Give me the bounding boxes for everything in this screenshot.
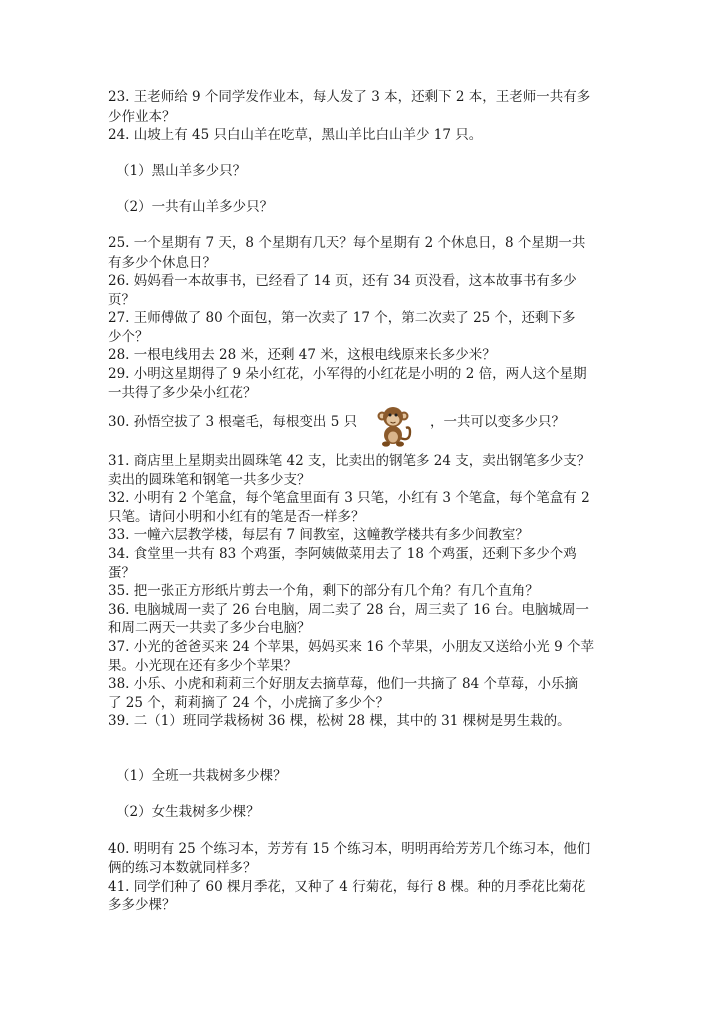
q40-line1: 40. 明明有 25 个练习本，芳芳有 15 个练习本，明明再给芳芳几个练习本，他们 bbox=[108, 841, 591, 857]
q39-sub1: （1）全班一共栽树多少棵？ bbox=[116, 768, 287, 784]
q23-line1: 23. 王老师给 9 个同学发作业本，每人发了 3 本，还剩下 2 本，王老师一共有多 bbox=[108, 89, 591, 105]
q26-line2: 页？ bbox=[108, 292, 135, 308]
q34-line2: 蛋？ bbox=[108, 565, 135, 581]
q41-line2: 多多少棵？ bbox=[108, 897, 176, 913]
q33-line1: 33. 一幢六层教学楼，每层有 7 间教室，这幢教学楼共有多少间教室？ bbox=[108, 527, 529, 543]
q38-line1: 38. 小乐、小虎和莉莉三个好朋友去摘草莓，他们一共摘了 84 个草莓，小乐摘 bbox=[108, 676, 579, 692]
q30-line1-end: ，一共可以变多少只？ bbox=[430, 414, 565, 430]
q36-line2: 和周二两天一共卖了多少台电脑？ bbox=[108, 620, 311, 636]
q34-line1: 34. 食堂里一共有 83 个鸡蛋，李阿姨做菜用去了 18 个鸡蛋，还剩下多少个鸡 bbox=[108, 546, 577, 562]
q32-line1: 32. 小明有 2 个笔盒，每个笔盒里面有 3 只笔，小红有 3 个笔盒，每个笔盒有 2 bbox=[108, 490, 590, 506]
q37-line1: 37. 小光的爸爸买来 24 个苹果，妈妈买来 16 个苹果，小朋友又送给小光 9 个苹 bbox=[108, 639, 594, 655]
q29-line1: 29. 小明这星期得了 9 朵小红花，小军得的小红花是小明的 2 倍，两人这个星期 bbox=[108, 366, 587, 382]
q35-line1: 35. 把一张正方形纸片剪去一个角，剩下的部分有几个角？有几个直角？ bbox=[108, 583, 539, 599]
q25-line1: 25. 一个星期有 7 天，8 个星期有几天？每个星期有 2 个休息日，8 个星期一共 bbox=[108, 235, 586, 251]
q31-line1: 31. 商店里上星期卖出圆珠笔 42 支，比卖出的钢笔多 24 支，卖出钢笔多少支？ bbox=[108, 453, 591, 469]
q39-sub2: （2）女生栽树多少棵？ bbox=[116, 804, 260, 820]
q25-line2: 有多少个休息日？ bbox=[108, 255, 216, 271]
q40-line2: 俩的练习本数就同样多？ bbox=[108, 860, 257, 876]
q32-line2: 只笔。请问小明和小红有的笔是否一样多？ bbox=[108, 509, 365, 525]
q24-sub1: （1）黑山羊多少只？ bbox=[116, 163, 247, 179]
q36-line1: 36. 电脑城周一卖了 26 台电脑，周二卖了 28 台，周三卖了 16 台。电脑城周一 bbox=[108, 602, 590, 618]
q24-sub2: （2）一共有山羊多少只？ bbox=[116, 199, 274, 215]
q30-line1-start: 30. 孙悟空拔了 3 根毫毛，每根变出 5 只 bbox=[108, 414, 358, 430]
q27-line2: 少个？ bbox=[108, 329, 149, 345]
q23-line2: 少作业本？ bbox=[108, 109, 176, 125]
q37-line2: 果。小光现在还有多少个苹果？ bbox=[108, 658, 297, 674]
q29-line2: 一共得了多少朵小红花？ bbox=[108, 385, 257, 401]
monkey-icon bbox=[370, 402, 416, 448]
q31-line2: 卖出的圆珠笔和钢笔一共多少支？ bbox=[108, 472, 311, 488]
q24-line1: 24. 山坡上有 45 只白山羊在吃草，黑山羊比白山羊少 17 只。 bbox=[108, 127, 483, 143]
q41-line1: 41. 同学们种了 60 棵月季花，又种了 4 行菊花，每行 8 棵。种的月季花比菊花 bbox=[108, 879, 586, 895]
q28-line1: 28. 一根电线用去 28 米，还剩 47 米，这根电线原来长多少米？ bbox=[108, 347, 496, 363]
q39-line1: 39. 二（1）班同学栽杨树 36 棵，松树 28 棵，其中的 31 棵树是男生栽的。 bbox=[108, 713, 571, 729]
q27-line1: 27. 王师傅做了 80 个面包，第一次卖了 17 个，第二次卖了 25 个，还剩下多 bbox=[108, 310, 576, 326]
q26-line1: 26. 妈妈看一本故事书，已经看了 14 页，还有 34 页没看，这本故事书有多少 bbox=[108, 273, 577, 289]
q38-line2: 了 25 个，莉莉摘了 24 个，小虎摘了多少个？ bbox=[108, 695, 390, 711]
